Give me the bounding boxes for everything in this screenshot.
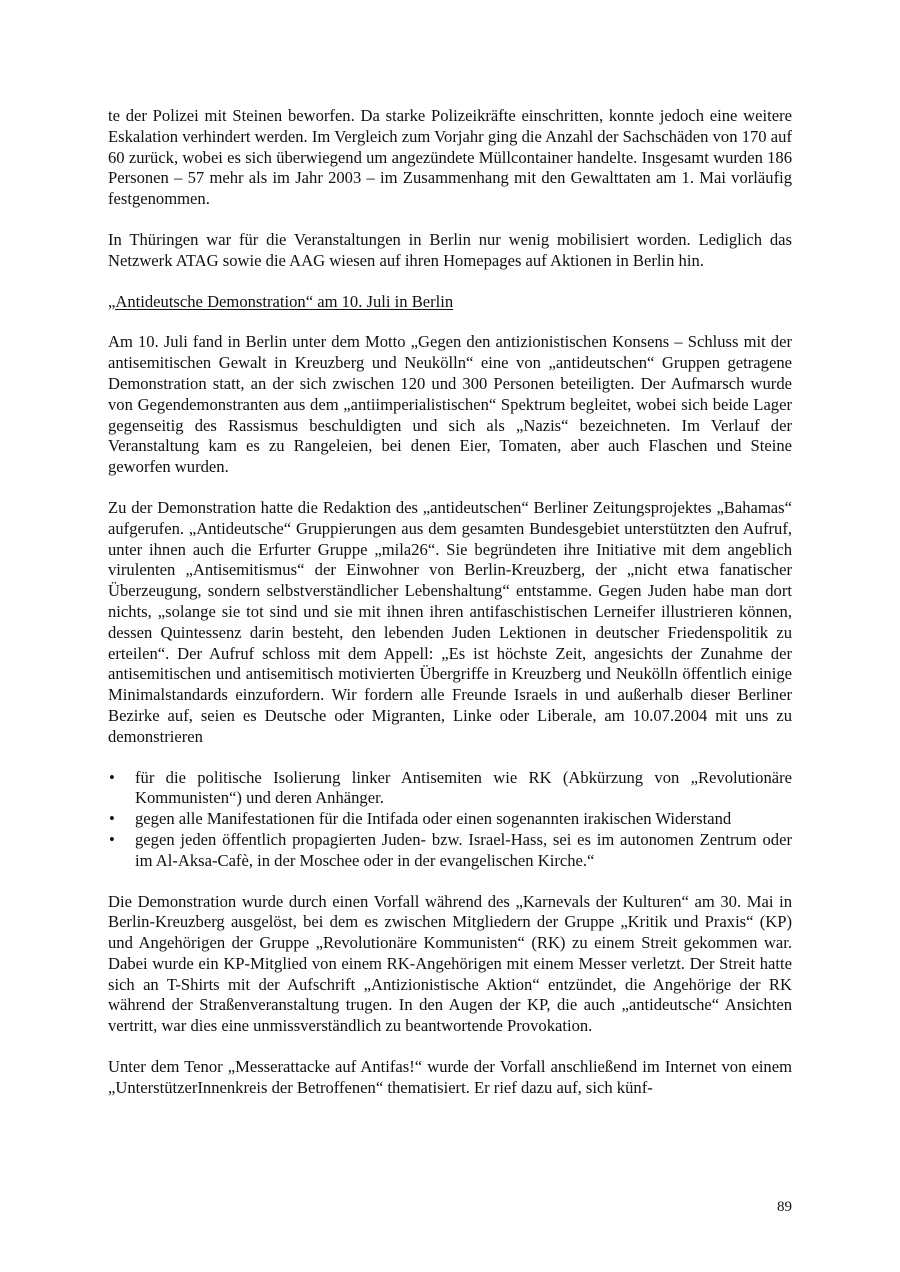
list-item-text: gegen jeden öffentlich propagierten Juden- bzw. Israel-Hass, sei es im autonomen Zentrum oder im Al-Aksa-Cafè, in der Moschee oder in der evangelischen Kirche.“ [135,829,792,870]
section-heading: „Antideutsche Demonstration“ am 10. Juli in Berlin [108,291,454,311]
bullet-icon: • [109,767,115,787]
paragraph-5: Die Demonstration wurde durch einen Vorfall während des „Karnevals der Kulturen“ am 30. Mai in Berlin-Kreuzberg ausgelöst, bei dem es zwischen Mitgliedern der Gruppe „Kritik und Praxis“ (KP) und Angehörigen der Gruppe „Revolutionäre Kommunisten“ (RK) zu einem Streit gekommen war. Dabei wurde ein KP-Mitglied von einem RK-Angehörigen mit einem Messer verletzt. Der Streit hatte sich an T-Shirts mit der Aufschrift „Antizionistische Aktion“ entzündet, die Angehörige der RK während der Straßenveranstaltung trugen. In den Augen der KP, die auch „antideutsche“ Ansichten vertritt, war dies eine unmissverständlich zu beantwortende Provokation. [108,891,792,1036]
document-page [108,106,792,1099]
paragraph-2: In Thüringen war für die Veranstaltungen in Berlin nur wenig mobilisiert worden. Lediglich das Netzwerk ATAG sowie die AAG wiesen auf ihren Homepages auf Aktionen in Berlin hin. [108,229,792,270]
list-item [108,768,792,810]
bullet-icon: • [109,809,115,829]
bullet-list [108,768,792,872]
paragraph-1: te der Polizei mit Steinen beworfen. Da starke Polizeikräfte einschritten, konnte jedoch eine weitere Eskalation verhindert werden. Im Vergleich zum Vorjahr ging die Anzahl der Sachschäden von 170 auf 60 zurück, wobei es sich überwiegend um angezündete Müllcontainer handelte. Insgesamt wurden 186 Personen – 57 mehr als im Jahr 2003 – im Zusammenhang mit den Gewalttaten am 1. Mai vorläufig festgenommen. [108,106,792,209]
paragraph-4: Zu der Demonstration hatte die Redaktion des „antideutschen“ Berliner Zeitungsprojektes „Bahamas“ aufgerufen. „Antideutsche“ Gruppierungen aus dem gesamten Bundesgebiet unterstützten den Aufruf, unter ihnen auch die Erfurter Gruppe „mila26“. Sie begründeten ihre Initiative mit dem angeblich virulenten „Antisemitismus“ der Einwohner von Berlin-Kreuzberg, der „nicht etwa fanatischer Überzeugung, sondern selbstverständlicher Lebenshaltung“ entstamme. Gegen Juden habe man dort nichts, „solange sie tot sind und sie mit ihnen ihren antifaschistischen Lerneifer illustrieren können, dessen Quintessenz darin besteht, den lebenden Juden Lektionen in deutscher Friedenspolitik zu erteilen“. Der Aufruf schloss mit dem Appell: „Es ist höchste Zeit, angesichts der Zunahme der antisemitischen und antisemitisch motivierten Übergriffe in Kreuzberg und Neukölln öffentlich einige Minimalstandards einzufordern. Wir fordern alle Freunde Israels in und außerhalb dieser Berliner Bezirke auf, seien es Deutsche oder Migranten, Linke oder Liberale, am 10.07.2004 mit uns zu demonstrieren [108,497,792,746]
bullet-icon: • [109,829,115,849]
list-item [108,809,792,830]
page-number: 89 [777,1199,792,1215]
list-item-text: gegen alle Manifestationen für die Intifada oder einen sogenannten irakischen Widerstand [135,809,732,829]
list-item-text: für die politische Isolierung linker Antisemiten wie RK (Abkürzung von „Revolutionäre Kommunisten“) und deren Anhänger. [135,767,792,808]
list-item [108,830,792,872]
paragraph-3: Am 10. Juli fand in Berlin unter dem Motto „Gegen den antizionistischen Konsens – Schluss mit der antisemitischen Gewalt in Kreuzberg und Neukölln“ eine von „antideutschen“ Gruppen getragene Demonstration statt, an der sich zwischen 120 und 300 Personen beteiligten. Der Aufmarsch wurde von Gegendemonstranten aus dem „antiimperialistischen“ Spektrum begleitet, wobei sich beide Lager gegenseitig des Rassismus beschuldigten und sich als „Nazis“ bezeichneten. Im Verlauf der Veranstaltung kam es zu Rangeleien, bei denen Eier, Tomaten, aber auch Flaschen und Steine geworfen wurden. [108,332,792,477]
paragraph-6: Unter dem Tenor „Messerattacke auf Antifas!“ wurde der Vorfall anschließend im Internet von einem „UnterstützerInnenkreis der Betroffenen“ thematisiert. Er rief dazu auf, sich künf- [108,1057,792,1097]
